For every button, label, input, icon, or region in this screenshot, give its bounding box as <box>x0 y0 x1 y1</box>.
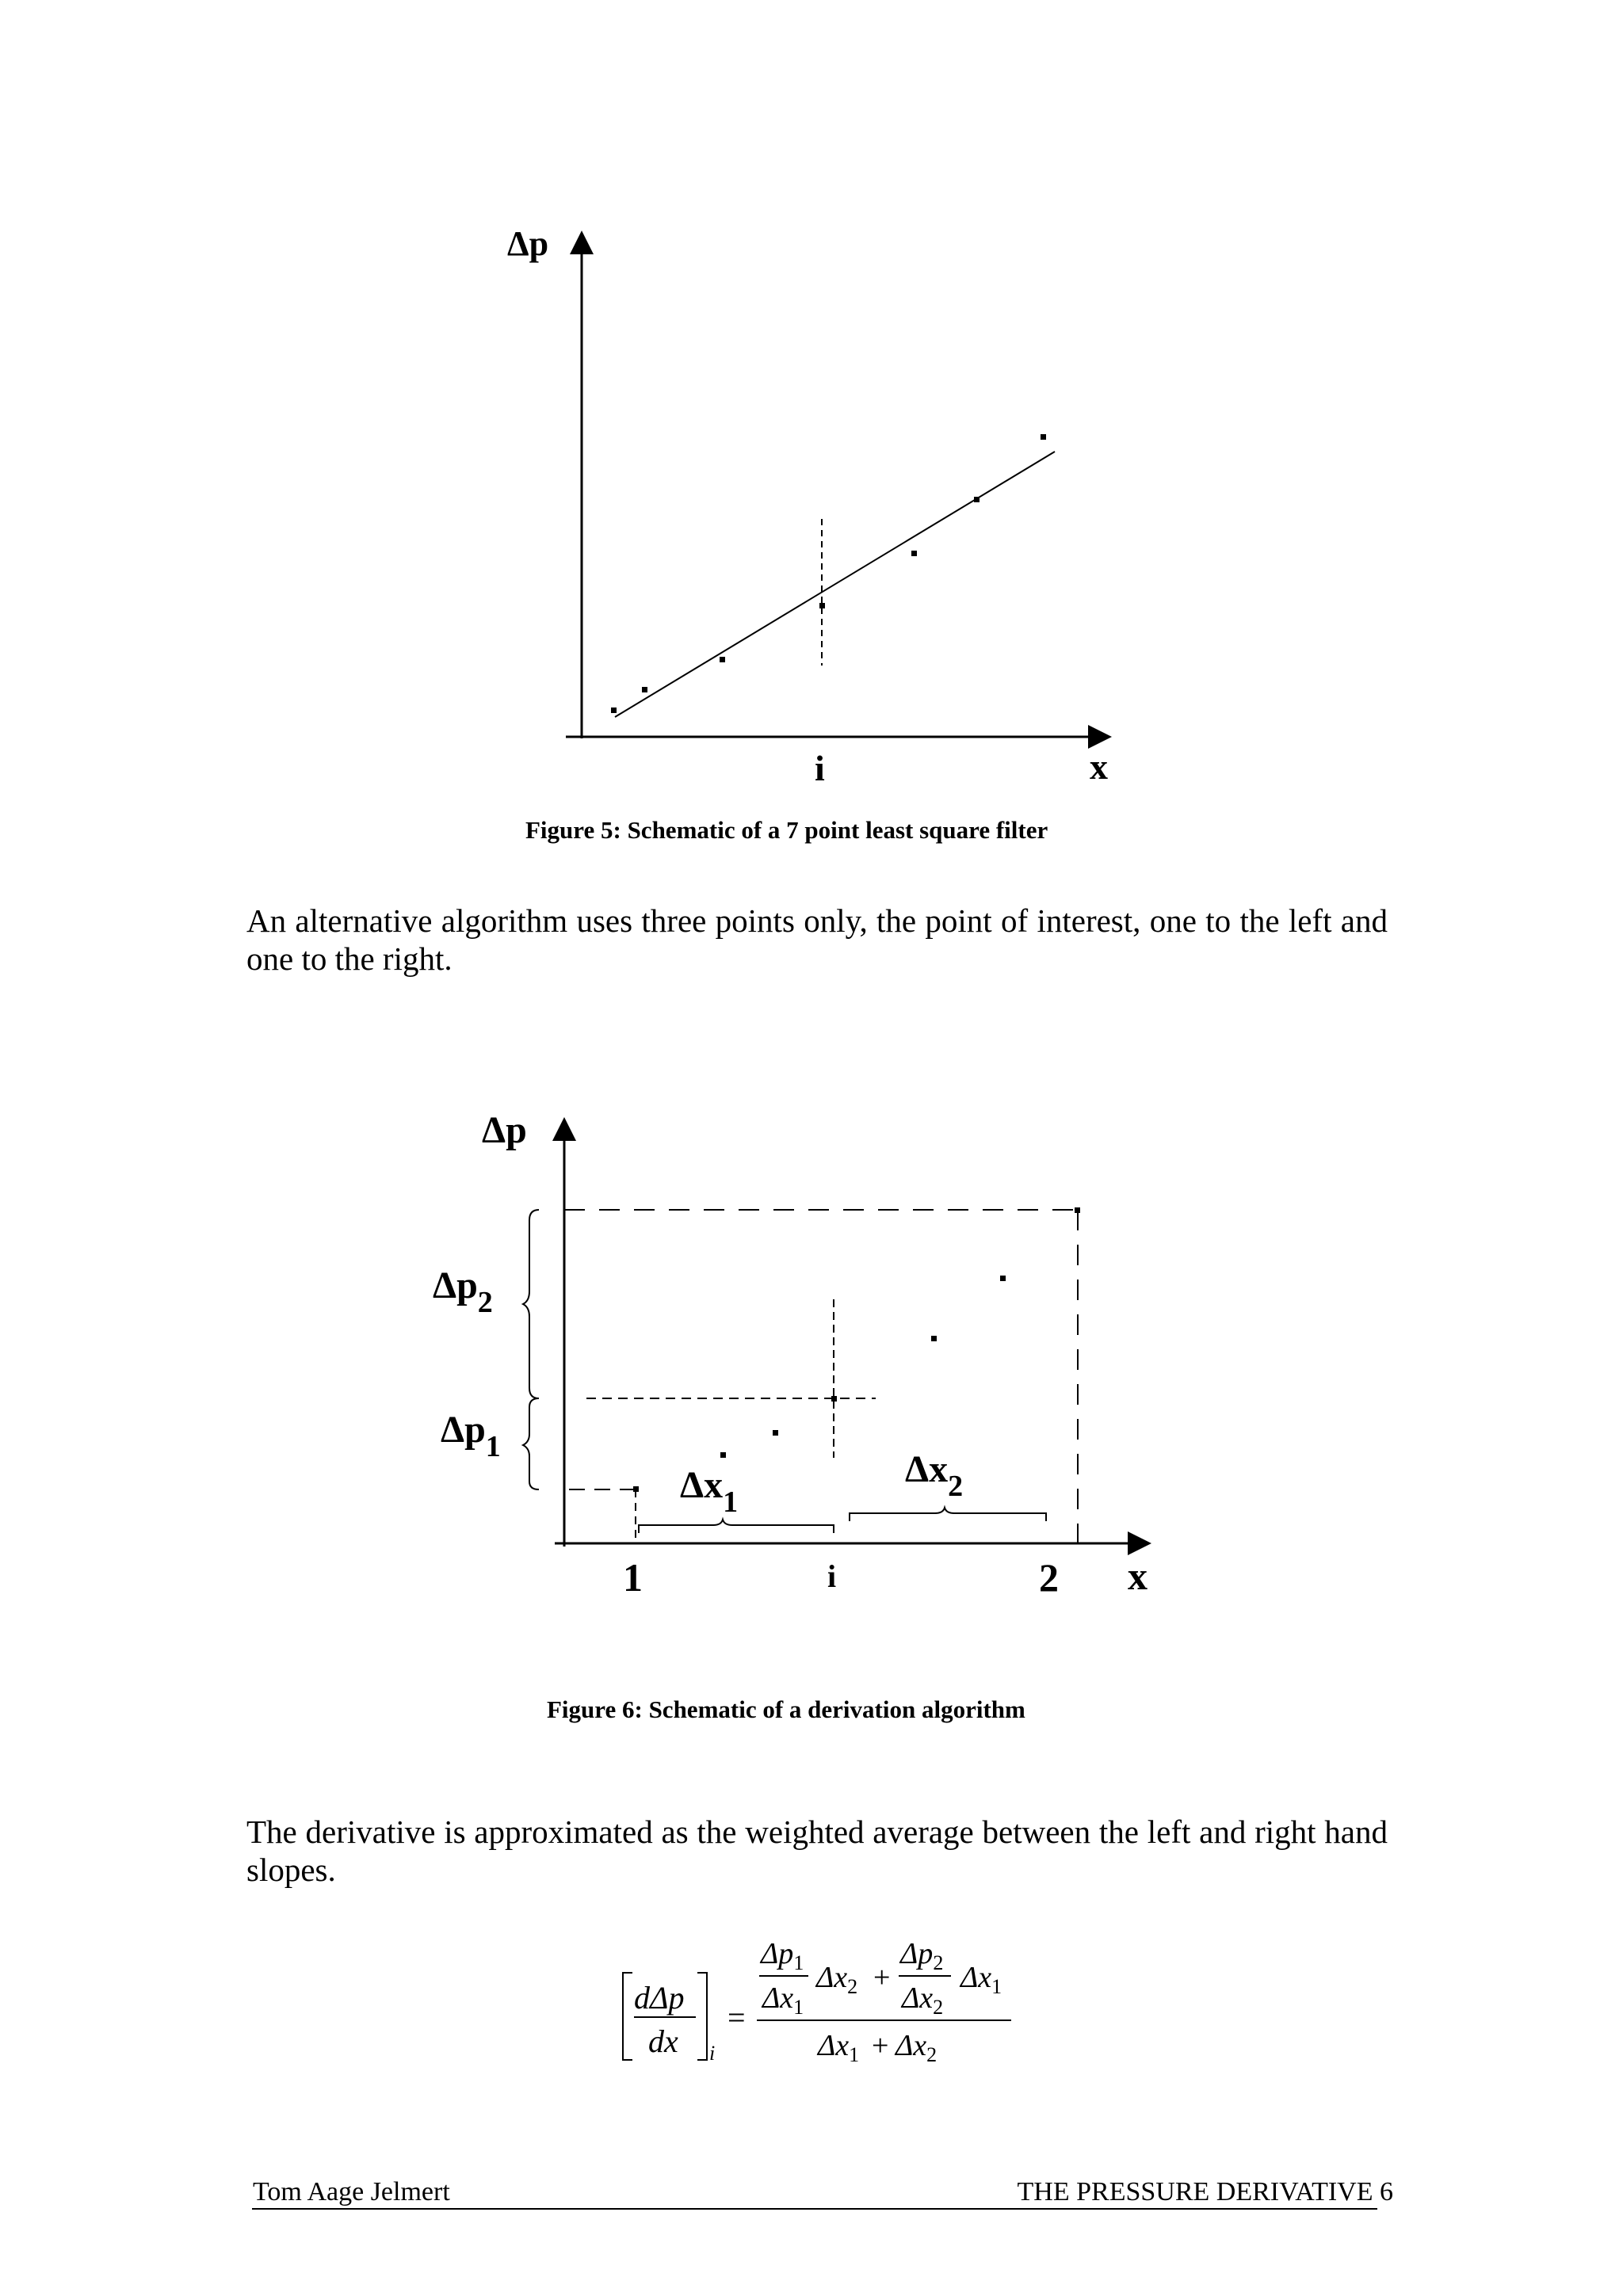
eq-dx2: $\Delta x_2$ <box>902 1981 944 2019</box>
fig6-dx2-label: $\Delta x_2$ <box>905 1448 964 1503</box>
fig5-x-axis-label: x <box>1090 746 1108 787</box>
eq-left-bracket <box>623 1973 632 2060</box>
eq-den-plus: + <box>872 2029 889 2062</box>
fig6-dp2-label: $\Delta p_2$ <box>433 1264 493 1319</box>
footer-title-page: THE PRESSURE DERIVATIVE 6 <box>1017 2177 1393 2206</box>
figure-6-caption: Figure 6: Schematic of a derivation algorithm <box>547 1695 1025 1723</box>
fig6-pointi-label: i <box>827 1558 837 1594</box>
footer-author: Tom Aage Jelmert <box>253 2177 450 2206</box>
eq-dx1-weight: $\Delta x_1$ <box>960 1961 1002 1998</box>
paragraph-alternative-algorithm: An alternative algorithm uses three points only, the point of interest, one to the left and one to the right. <box>246 902 1388 977</box>
eq-dp1: $\Delta p_1$ <box>761 1937 804 1974</box>
eq-lhs-numerator: dΔp <box>634 1980 685 2016</box>
fig5-i-label: i <box>815 748 825 788</box>
eq-den-dx1: $\Delta x_1$ <box>818 2029 860 2066</box>
footer-rule <box>252 2208 1377 2210</box>
eq-dp2: $\Delta p_2$ <box>900 1937 944 1974</box>
eq-lhs-subscript: i <box>709 2042 716 2065</box>
eq-plus: + <box>873 1961 891 1994</box>
fig6-dp1-label: $\Delta p_1$ <box>441 1409 501 1463</box>
eq-equals: = <box>727 2000 746 2035</box>
eq-dx1: $\Delta x_1$ <box>762 1981 804 2019</box>
eq-den-dx2: $\Delta x_2$ <box>896 2029 938 2066</box>
fig6-y-axis-label: Δp <box>482 1109 527 1151</box>
fig6-point2-label: 2 <box>1039 1555 1059 1600</box>
eq-lhs-denominator: dx <box>648 2023 678 2059</box>
eq-right-bracket <box>697 1973 707 2060</box>
eq-dx2-weight: $\Delta x_2$ <box>816 1961 858 1998</box>
paragraph-derivative-approximation: The derivative is approximated as the weighted average between the left and right hand slopes. <box>246 1814 1388 1888</box>
fig6-point1-label: 1 <box>623 1555 643 1600</box>
figure-5-caption: Figure 5: Schematic of a 7 point least square filter <box>525 816 1048 844</box>
fig6-x-axis-label: x <box>1128 1554 1148 1598</box>
fig6-dx1-label: $\Delta x_1$ <box>680 1464 739 1519</box>
fig5-y-axis-label: Δp <box>507 224 549 263</box>
